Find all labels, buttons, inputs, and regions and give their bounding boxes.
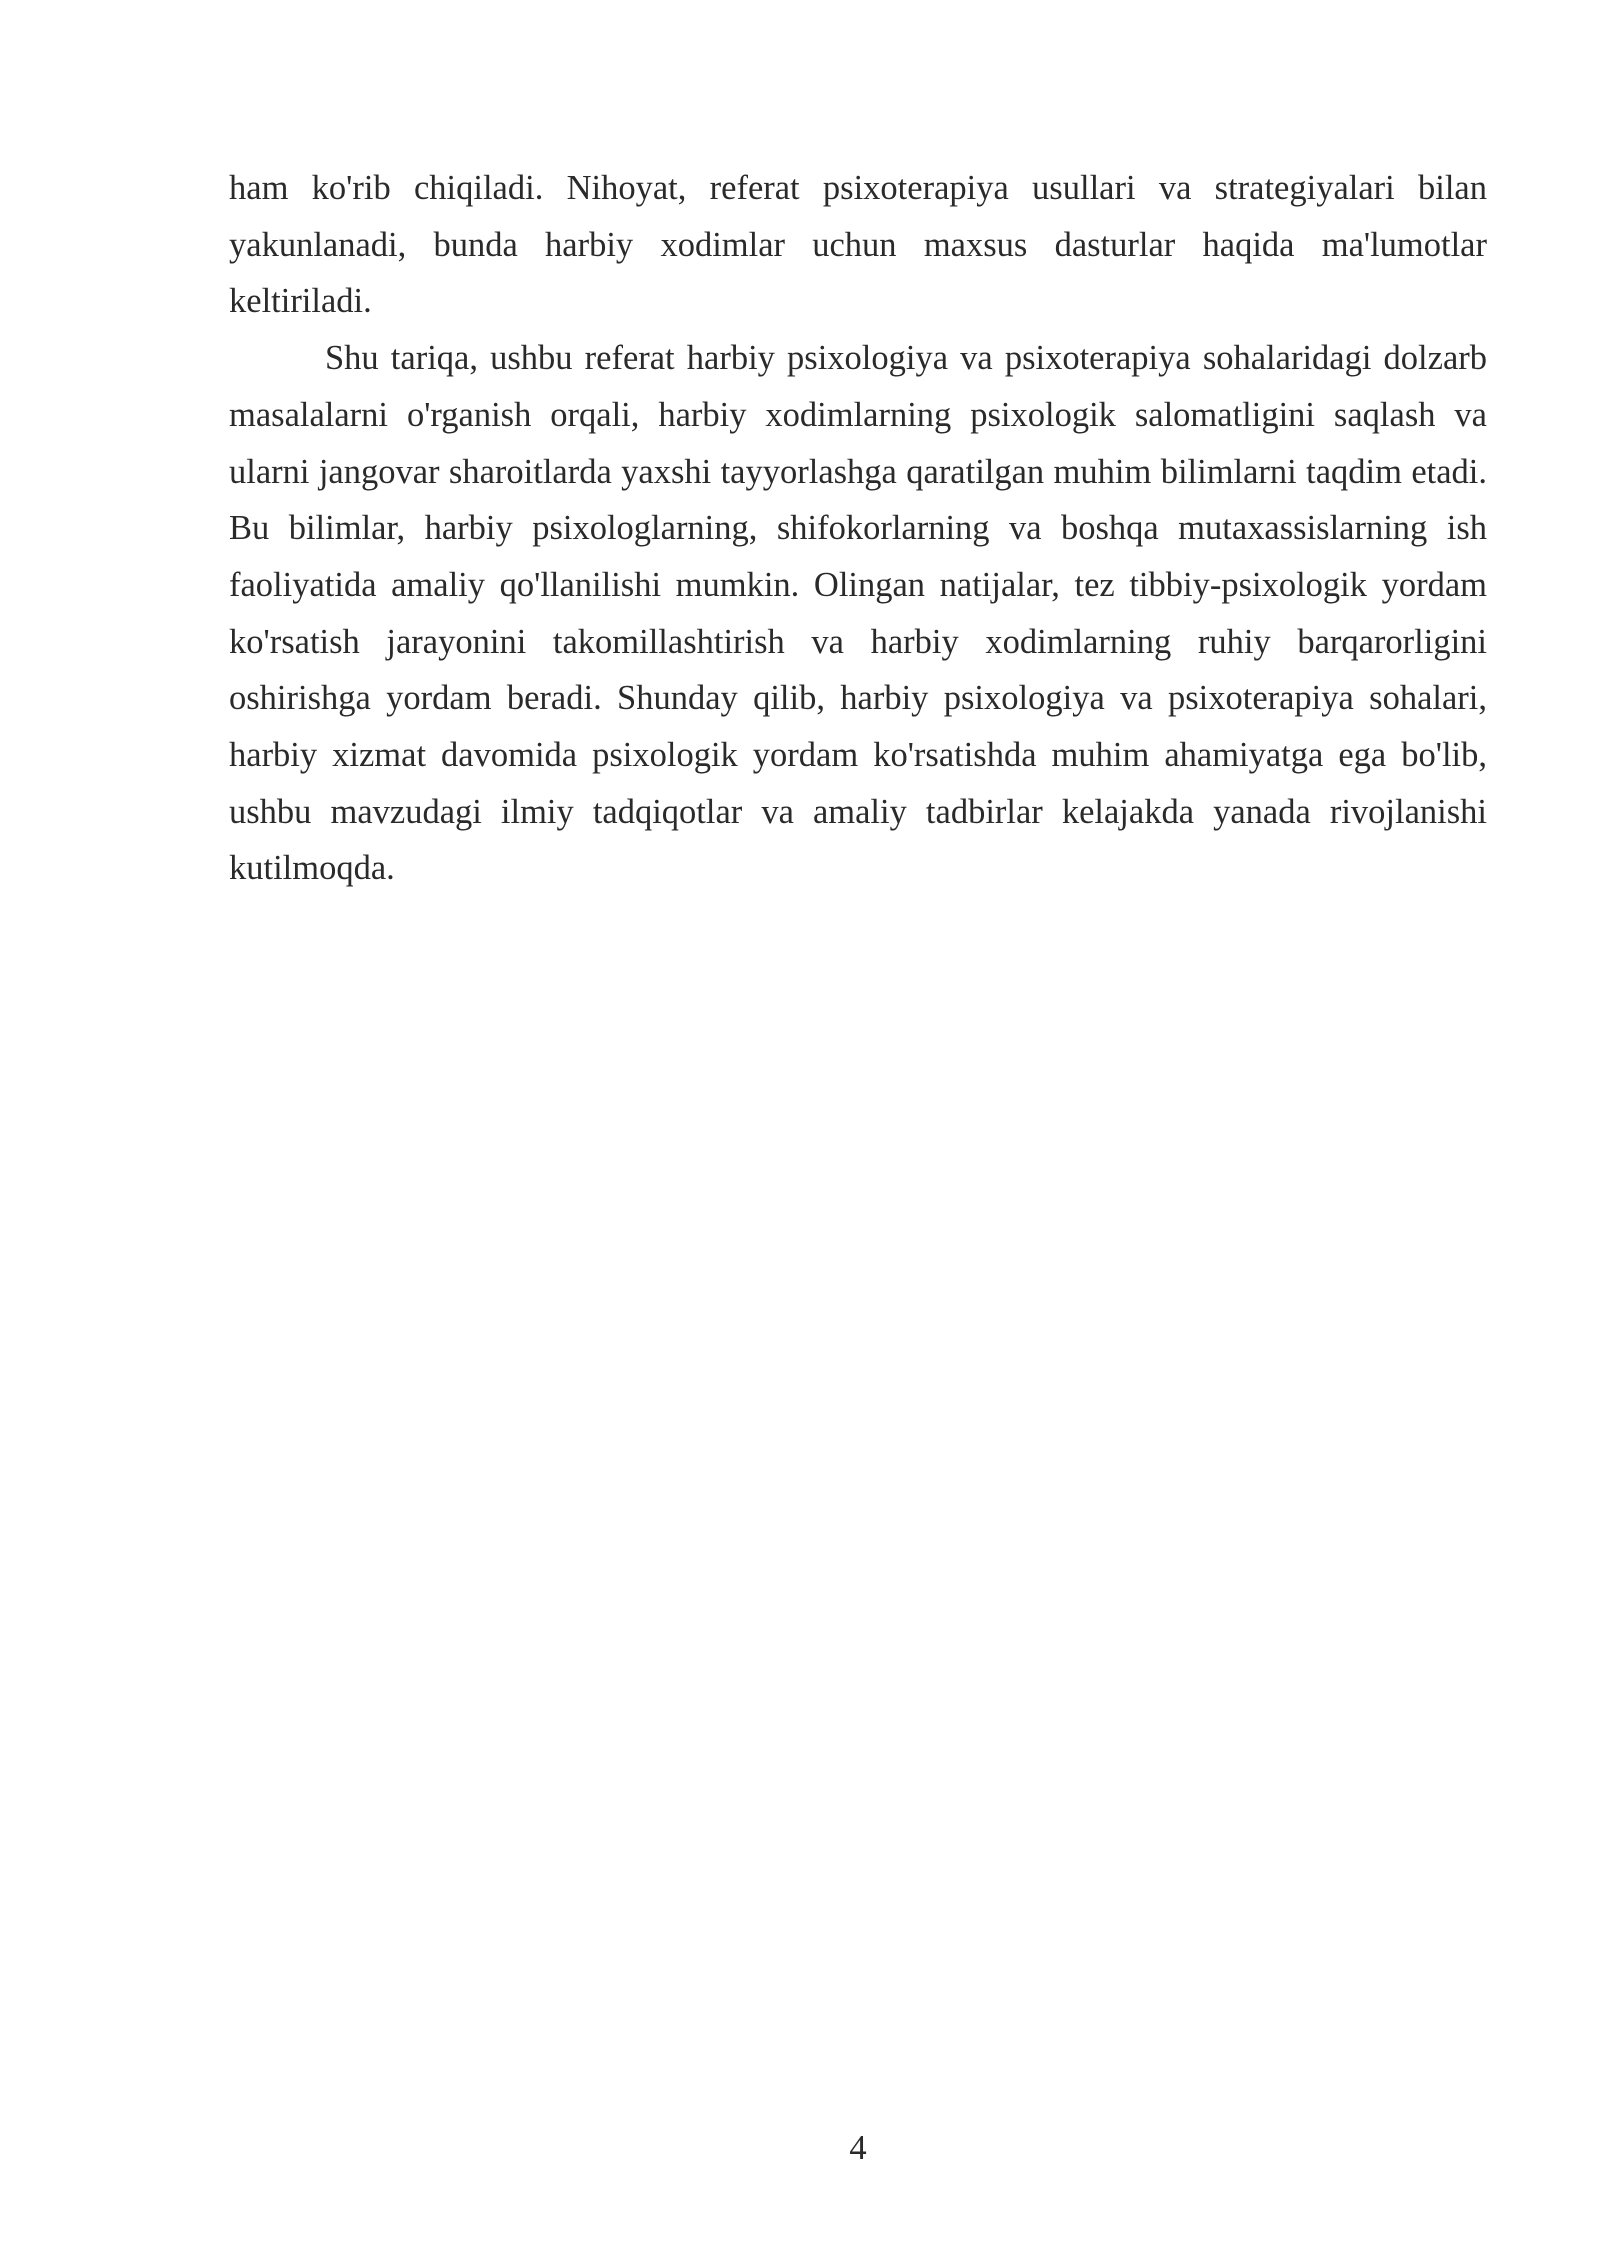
body-text xyxy=(229,160,1487,897)
paragraph-conclusion: Shu tariqa, ushbu referat harbiy psixologiya va psixoterapiya sohalaridagi dolzarb masalalarni o'rganish orqali, harbiy xodimlarning psixologik salomatligini saqlash va ularni jangovar sharoitlarda yaxshi tayyorlashga qaratilgan muhim bilimlarni taqdim etadi. Bu bilimlar, harbiy psixologlarning, shifokorlarning va boshqa mutaxassislarning ish faoliyatida amaliy qo'llanilishi mumkin. Olingan natijalar, tez tibbiy-psixologik yordam ko'rsatish jarayonini takomillashtirish va harbiy xodimlarning ruhiy barqarorligini oshirishga yordam beradi. Shunday qilib, harbiy psixologiya va psixoterapiya sohalari, harbiy xizmat davomida psixologik yordam ko'rsatishda muhim ahamiyatga ega bo'lib, ushbu mavzudagi ilmiy tadqiqotlar va amaliy tadbirlar kelajakda yanada rivojlanishi kutilmoqda. xyxy=(229,339,1487,888)
page-number: 4 xyxy=(849,2129,867,2167)
paragraph-continuation: ham ko'rib chiqiladi. Nihoyat, referat psixoterapiya usullari va strategiyalari bilan yakunlanadi, bunda harbiy xodimlar uchun maxsus dasturlar haqida ma'lumotlar keltiriladi. xyxy=(229,169,1487,321)
